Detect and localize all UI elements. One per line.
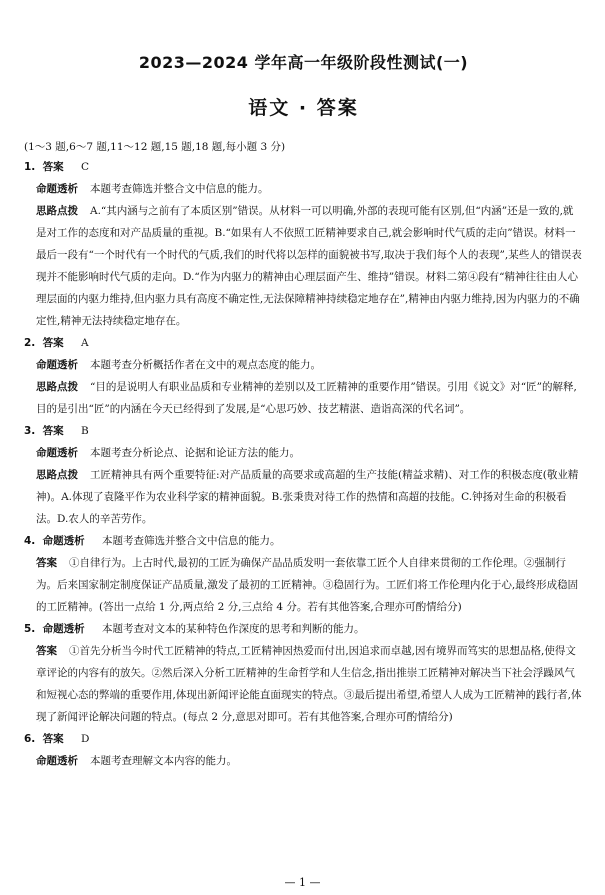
page-title: 2023—2024 学年高一年级阶段性测试(一) [138,53,469,72]
question-number: 5. [24,623,36,635]
answer-value: C [80,161,90,173]
answer-value: B [80,425,89,437]
answer-label: 答案 [42,733,64,745]
analysis-row [24,442,583,464]
hint-label: 思路点拨 [36,469,78,481]
page-number: — 1 — [284,876,321,889]
analysis-label: 命题透析 [36,447,78,459]
analysis-label: 命题透析 [36,755,78,767]
hint-row [24,376,583,420]
hint-row [24,200,583,332]
analysis-label: 命题透析 [42,535,85,547]
answer-row [24,640,583,728]
question-number: 2. [24,337,36,349]
answer-text: ①自律行为。上古时代,最初的工匠为确保产品品质发明一套依靠工匠个人自律来贯彻的工作伦理。②强制行为。后来国家制定制度保证产品质量,激发了最初的工匠精神。③稳固行为。工匠们将工作伦理内化于心,最终形成稳固的工匠精神。(答出一点给 1 分,两点给 2 分,三点给 4 分。若有其他答案,合理亦可酌情给分) [36,557,579,613]
question-2-header [24,332,583,354]
page-subtitle: 语文 · 答案 [248,97,359,119]
analysis-row [24,354,583,376]
answer-value: A [80,337,89,349]
hint-text: A.“其内涵与之前有了本质区别”错误。从材料一可以明确,外部的表现可能有区别,但“内涵”还是一致的,就是对工作的态度和对产品质量的重视。B.“如果有人不依照工匠精神要求自己,就会影响时代气质的走向”错误。材料一最后一段有“一个时代有一个时代的气质,我们的时代将以怎样的面貌被书写,取决于我们每个人的表现”,某些人的错误表现并不能影响时代气质的走向。D.“作为内驱力的精神由心理层面产生、维持”错误。材料二第④段有“精神往往由人心理层面的内驱力维持,但内驱力具有高度不确定性,无法保障精神持续稳定地存在”,精神由内驱力维持,因为内驱力的不确定性,精神无法持续稳定地存在。 [36,205,582,327]
question-4-header [24,530,583,552]
answer-text: ①首先分析当今时代工匠精神的特点,工匠精神因热爱而付出,因追求而卓越,因有境界而笃实的思想品格,使得文章评论的内容有的放矢。②然后深入分析工匠精神的生命哲学和人生信念,指出推崇工匠精神对解决当下社会浮躁风气和短视心态的弊端的重要作用,体现出新闻评论能直面现实的特点。③最后提出希望,希望人人成为工匠精神的践行者,体现了新闻评论解决问题的特点。(每点 2 分,意思对即可。若有其他答案,合理亦可酌情给分) [36,645,582,723]
analysis-text: 本题考查筛选并整合文中信息的能力。 [101,535,281,547]
answer-value: D [80,733,90,745]
question-number: 3. [24,425,36,437]
hint-label: 思路点拨 [36,205,78,217]
question-1-header [24,156,583,178]
question-number: 6. [24,733,36,745]
question-3 [24,420,583,530]
hint-text: 工匠精神具有两个重要特征:对产品质量的高要求或高超的生产技能(精益求精)、对工作的积极态度(敬业精神)。A.体现了袁隆平作为农业科学家的精神面貌。B.张秉贵对待工作的热情和高超的技能。C.钟扬对生命的积极看法。D.农人的辛苦劳作。 [36,469,579,525]
analysis-text: 本题考查理解文本内容的能力。 [90,755,237,767]
analysis-row [24,750,583,772]
question-number: 1. [24,161,36,173]
question-5 [24,618,583,728]
answer-label: 答案 [42,161,64,173]
scoring-note: (1～3 题,6～7 题,11～12 题,15 题,18 题,每小题 3 分) [24,141,286,153]
question-1 [24,156,583,332]
hint-label: 思路点拨 [36,381,78,393]
question-5-header [24,618,583,640]
hint-text: “目的是说明人有职业品质和专业精神的差别以及工匠精神的重要作用”错误。引用《说文》对“匠”的解释,目的是引出“匠”的内涵在今天已经得到了发展,是“心思巧妙、技艺精湛、造诣高深的代名词”。 [36,381,577,415]
analysis-label: 命题透析 [42,623,85,635]
answer-label: 答案 [42,425,64,437]
question-number: 4. [24,535,36,547]
analysis-label: 命题透析 [36,183,78,195]
analysis-label: 命题透析 [36,359,78,371]
answer-label: 答案 [36,557,57,569]
question-2 [24,332,583,420]
answer-label: 答案 [36,645,57,657]
hint-row [24,464,583,530]
analysis-text: 本题考查分析概括作者在文中的观点态度的能力。 [90,359,321,371]
question-6 [24,728,583,772]
analysis-text: 本题考查对文本的某种特色作深度的思考和判断的能力。 [101,623,365,635]
question-4 [24,530,583,618]
analysis-row [24,178,583,200]
analysis-text: 本题考查分析论点、论据和论证方法的能力。 [90,447,300,459]
question-6-header [24,728,583,750]
question-3-header [24,420,583,442]
answer-label: 答案 [42,337,64,349]
answer-row [24,552,583,618]
analysis-text: 本题考查筛选并整合文中信息的能力。 [90,183,269,195]
